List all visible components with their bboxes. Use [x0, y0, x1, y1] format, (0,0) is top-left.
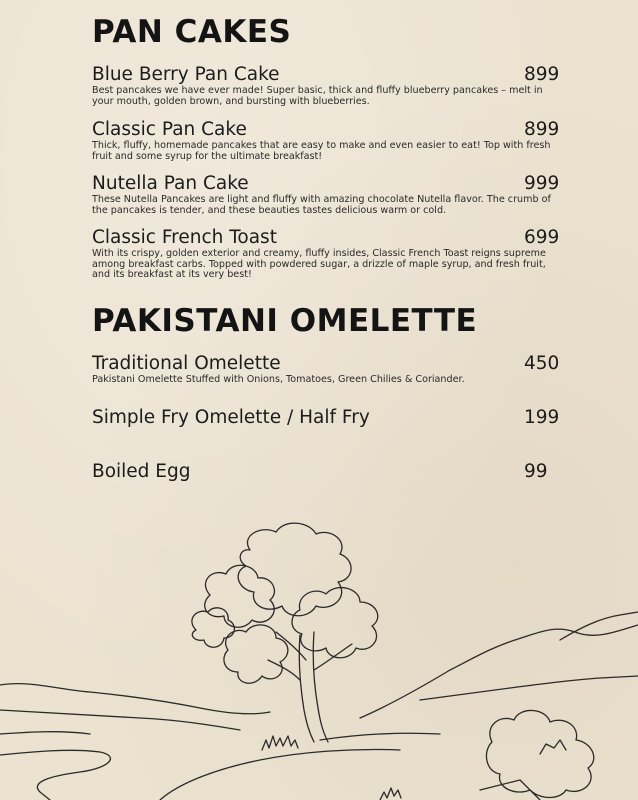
mountain-line	[560, 612, 638, 640]
grass	[380, 788, 401, 800]
item-description: These Nutella Pancakes are light and fluffy with amazing chocolate Nutella flavor. The crumb of the pancakes is tender, and these beauties tastes delicious warm or cold.	[92, 194, 551, 216]
item-name: Boiled Egg	[92, 461, 191, 482]
tree-canopy	[192, 608, 234, 647]
item-price: 199	[524, 407, 560, 428]
item-name: Nutella Pan Cake	[92, 173, 249, 194]
item-description: Best pancakes we have ever made! Super basic, thick and fluffy blueberry pancakes – melt in your mouth, golden brown, and bursting with blueberries.	[92, 85, 543, 107]
tree-trunk	[268, 660, 300, 680]
tree-canopy	[205, 565, 275, 627]
tree-canopy	[238, 523, 351, 616]
item-name: Traditional Omelette	[92, 353, 281, 374]
item-description: Pakistani Omelette Stuffed with Onions, Tomatoes, Green Chilies & Coriander.	[92, 374, 465, 385]
mountain-line	[0, 710, 240, 730]
grass	[262, 736, 298, 750]
item-description: With its crispy, golden exterior and creamy, fluffy insides, Classic French Toast reigns supreme among breakfast carbs. Topped with powdered sugar, a drizzle of maple syrup, and fresh fruit, and its breakfast at its very best!	[92, 248, 546, 281]
item-description: Thick, fluffy, homemade pancakes that are easy to make and even easier to eat! Top with fresh fruit and some syrup for the ultimate breakfast!	[92, 140, 551, 162]
item-price: 450	[524, 353, 560, 374]
river-line	[0, 750, 110, 800]
mountain-line	[360, 625, 638, 718]
river-line	[160, 749, 400, 800]
item-name: Blue Berry Pan Cake	[92, 64, 280, 85]
river-line	[0, 732, 90, 734]
landscape-illustration	[0, 520, 638, 800]
item-price: 699	[524, 227, 560, 248]
item-name: Classic French Toast	[92, 227, 277, 248]
mountain-line	[420, 676, 638, 700]
item-price: 899	[524, 119, 560, 140]
item-price: 999	[524, 173, 560, 194]
section-title-omelette: PAKISTANI OMELETTE	[92, 303, 478, 339]
item-price: 899	[524, 64, 560, 85]
tree-canopy	[292, 588, 378, 658]
item-name: Simple Fry Omelette / Half Fry	[92, 407, 370, 428]
river-line	[320, 733, 440, 740]
item-name: Classic Pan Cake	[92, 119, 247, 140]
item-price: 99	[524, 461, 548, 482]
mountain-line	[0, 684, 270, 714]
bush	[540, 740, 566, 754]
section-title-pancakes: PAN CAKES	[92, 14, 292, 50]
